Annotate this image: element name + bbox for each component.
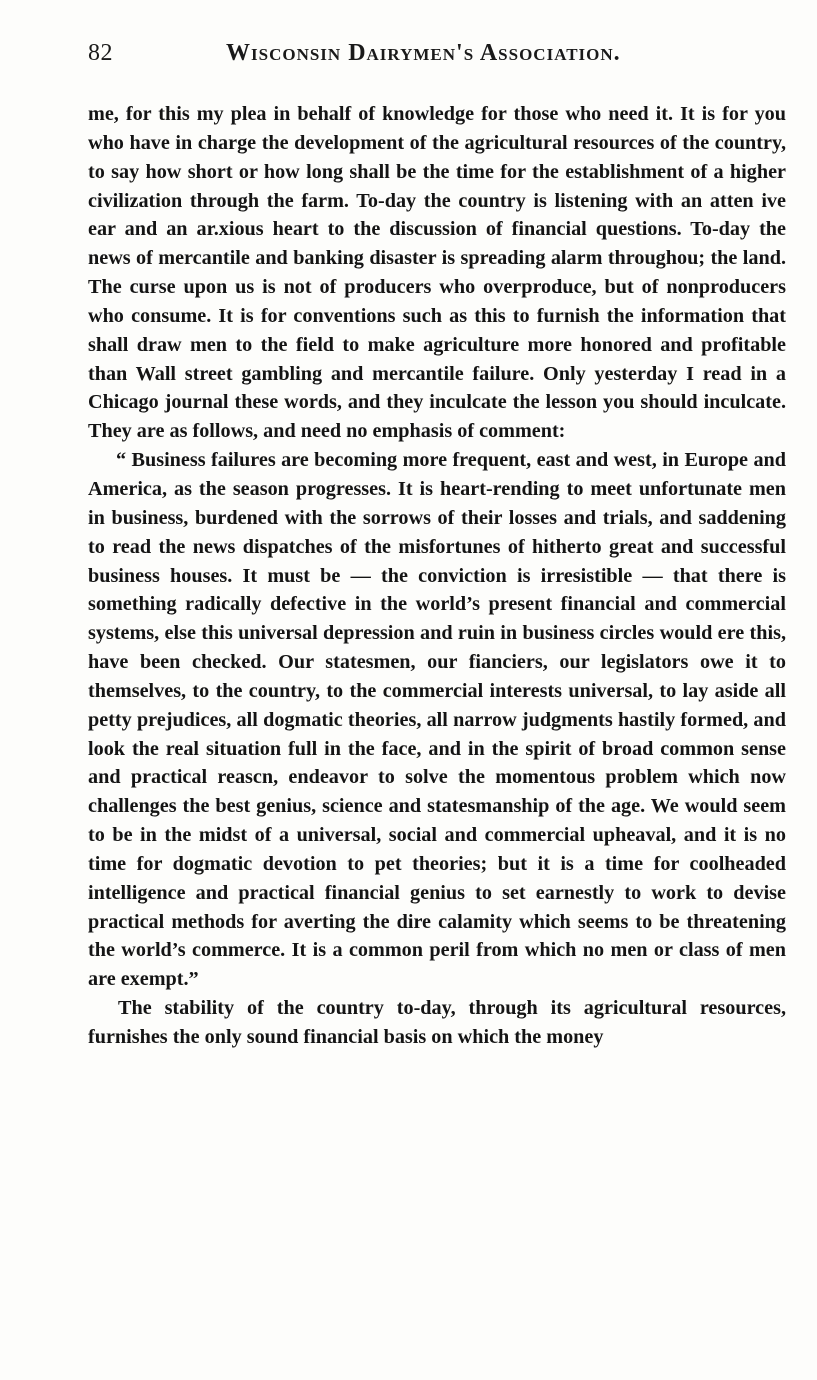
body-text <box>88 100 786 1052</box>
running-head: Wisconsin Dairymen's Association. <box>226 40 621 66</box>
paragraph-continuation: me, for this my plea in behalf of knowledge for those who need it. It is for you who have in charge the development of the agricultural resources of the country, to say how short or how long shall be the time for the establishment of a higher civilization through the farm. To-day the country is listening with an atten ive ear and an ar.xious heart to the discussion of financial questions. To-day the news of mercantile and banking disaster is spreading alarm throughou; the land. The curse upon us is not of producers who overproduce, but of nonproducers who consume. It is for conventions such as this to furnish the information that shall draw men to the field to make agriculture more honored and profitable than Wall street gambling and mercantile failure. Only yesterday I read in a Chicago journal these words, and they inculcate the lesson you should inculcate. They are as follows, and need no emphasis of comment: <box>88 103 786 443</box>
page-header <box>88 40 788 76</box>
paragraph-quotation: “ Business failures are becoming more frequent, east and west, in Europe and America, as the season progresses. It is heart-rending to meet unfortunate men in business, burdened with the sorrows of their losses and trials, and saddening to read the news dispatches of the misfortunes of hitherto great and successful business houses. It must be — the conviction is irresistible — that there is something radically defective in the world’s present financial and commercial systems, else this universal depression and ruin in business circles would ere this, have been checked. Our statesmen, our fianciers, our legislators owe it to themselves, to the country, to the commercial interests universal, to lay aside all petty prejudices, all dogmatic theories, all narrow judgments hastily formed, and look the real situation full in the face, and in the spirit of broad common sense and practical reascn, endeavor to solve the momentous problem which now challenges the best genius, science and statesmanship of the age. We would seem to be in the midst of a universal, social and commercial upheaval, and it is no time for dogmatic devotion to pet theories; but it is a time for coolheaded intelligence and practical financial genius to set earnestly to work to devise practical methods for averting the dire calamity which seems to be threatening the world’s commerce. It is a common peril from which no men or class of men are exempt.” <box>88 449 786 991</box>
paragraph-closing: The stability of the country to-day, through its agricultural resources, furnishes the only sound financial basis on which the money <box>88 997 786 1048</box>
page-number: 82 <box>88 40 113 66</box>
